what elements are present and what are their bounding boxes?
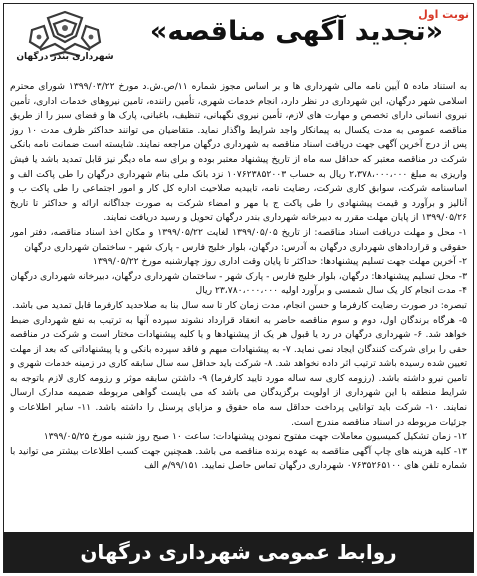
logo-caption: شهرداری بندر درگهان	[16, 52, 114, 62]
intro-paragraph: به استناد ماده ۵ آیین نامه مالی شهرداری ها و بر اساس مجوز شماره ۱۱/ص.ش.د مورخ ۱۳۹۹/۰۳/۲۲ شورای محترم اسلامی شهر درگهان، این شهرداری در نظر دارد، انجام خدمات شهری، تأمین راننده، تامین نیروهای خدمات اداری، تأمین نیروی انسانی دارای تخصص و مهارت های لازم، تأمین نیروی نگهبانی، تنظیف، باغبانی، پارک ها و فضای سبز را از طریق مناقصه عمومی به مدت یکسال به پیمانکار واجد شرایط واگذار نماید. متقاضیان می توانند حداکثر ظرف مدت ۱۰ روز پس از درج آخرین آگهی جهت دریافت اسناد مناقصه به شهرداری درگهان مراجعه نمایند. شایسته است ضمانت نامه بانکی شرکت در مناقصه معتبر که حداقل سه ماه از تاریخ پیشنهاد معتبر بوده و برای سه ماه دیگر نیز قابل تمدید باشد یا فیش واریزی به مبلغ ۲،۳۷۸،۰۰۰،۰۰۰ ریال به حساب ۱۰۷۶۲۳۸۵۲۰۰۳ نزد بانک ملی بنام شهرداری درگهان را طی پاکت الف و اساسنامه شرکت، سوابق کاری شرکت، رضایت نامه، تاییدیه صلاحیت اداره کل کار و امور اجتماعی را طی پاکت ب و آنالیز و برآورد و قیمت پیشنهادی را طی پاکت ج با مهر و امضاء شرکت به صورت جداگانه ارائه و حداکثر تا تاریخ ۱۳۹۹/۰۵/۲۶ از پایان مهلت مقرر به دبیرخانه شهرداری بندر درگهان تحویل و رسید دریافت نمایند.	[10, 81, 467, 224]
notice-body	[10, 80, 467, 526]
municipality-emblem-icon	[10, 10, 120, 72]
footer-banner: روابط عمومی شهرداری درگهان	[4, 532, 473, 572]
items-5-to-11: ۵- هرگاه برندگان اول، دوم و سوم مناقصه حاضر به انعقاد قرارداد نشوند سپرده آنها به ترتیب به نفع شهرداری ضبط خواهد شد. ۶- شهرداری درگهان در رد یا قبول هر یک از پیشنهادها و یا کلیه پیشنهادات مختار است و شرکت در مناقصه حقی را برای شرکت کنندگان ایجاد نمی نماید. ۷- به پیشنهادات مبهم و فاقد سپرده بانکی و یا پیشنهاداتی که بعد از مهلت تعیین شده رسیده باشد ترتیب اثر داده نخواهد شد. ۸- شرکت باید حداقل سه سال سابقه کاری در زمینه خدمات شهری و تامین نیرو داشته باشد. (رزومه کاری سه ساله مورد تایید کارفرما) ۹- داشتن سابقه موثر و رزومه کاری لازم باتوجه به شرایط منطقه با این شهرداری از اولویت برگزیدگان می باشد که می بایست گواهی مربوطه ضمیمه مدارک ارسال نمایند. ۱۰- شرکت باید توانایی پرداخت حداقل سه ماه حقوق و مزایای پرسنل را داشته باشد. ۱۱- سایر اطلاعات و جزئیات مربوطه در اسناد مناقصه مندرج است.	[10, 314, 467, 428]
item-4: ۴- مدت انجام کار یک سال شمسی و برآورد اولیه ۲۳،۷۸۰،۰۰۰،۰۰۰ ریال	[195, 285, 467, 297]
item-1: ۱- محل و مهلت دریافت اسناد مناقصه: از تاریخ ۱۳۹۹/۰۵/۰۵ لغایت ۱۳۹۹/۰۵/۲۲ و مکان اخذ اسناد مناقصه، دفتر امور حقوقی و قراردادهای شهرداری درگهان به آدرس: درگهان، بلوار خلیج فارس - پارک شهر - ساختمان شهرداری درگهان	[10, 226, 467, 253]
item-12: ۱۲- زمان تشکیل کمیسیون معاملات جهت مفتوح نمودن پیشنهادات: ساعت ۱۰ صبح روز شنبه مورخ ۱۳۹۹/۰۵/۲۵	[43, 431, 467, 443]
item-2: ۲- آخرین مهلت جهت تسلیم پیشنهادها: حداکثر تا پایان وقت اداری روز چهارشنبه مورخ ۱۳۹۹/۰۵/۲۲	[92, 256, 467, 268]
item-13: ۱۳- کلیه هزینه های چاپ آگهی مناقصه به عهده برنده مناقصه می باشد. همچنین جهت کسب اطلاعات بیشتر می توانید با شماره تلفن های ۰۷۶۳۵۲۶۵۱۰۰ شهرداری درگهان تماس حاصل نمایید. ۹۹/۱۵۱/م الف	[10, 445, 467, 472]
notice-round-label: نوبت اول	[418, 8, 469, 21]
page-title: «تجدید آگهی مناقصه»	[149, 16, 444, 47]
note-paragraph: تبصره: در صورت رضایت کارفرما و حسن انجام، مدت زمان کار تا سه سال بنا به صلاحدید کارفرما قابل تمدید می باشد.	[12, 299, 467, 311]
item-3: ۳- محل تسلیم پیشنهادها: درگهان، بلوار خلیج فارس - پارک شهر - ساختمان شهرداری درگهان، دبیرخانه شهرداری درگهان	[10, 270, 467, 282]
